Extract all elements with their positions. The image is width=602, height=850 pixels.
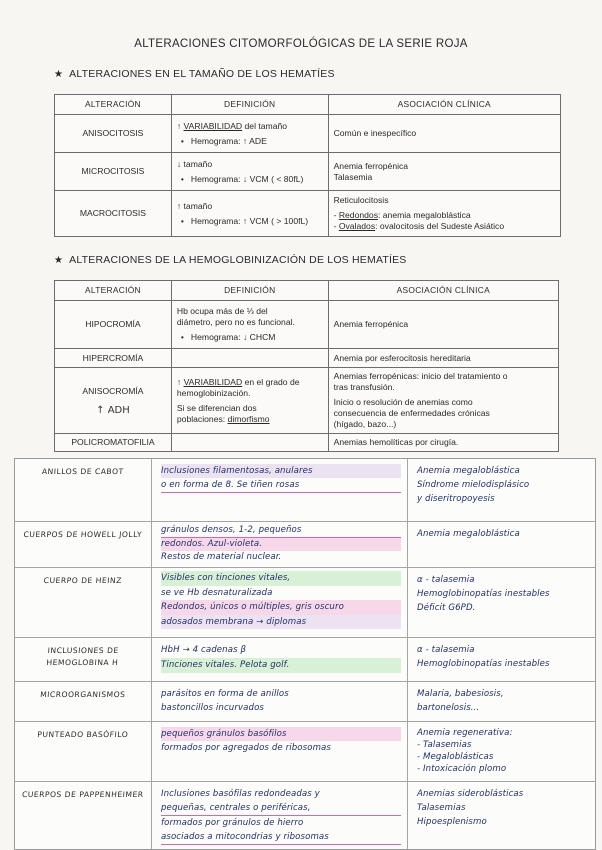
- header-asociacion: ASOCIACIÓN CLÍNICA: [328, 95, 560, 115]
- star-icon: ★: [54, 69, 64, 80]
- table-row: HIPOCROMÍA Hb ocupa más de ⅓ del diámetro, pero no es funcional. • Hemograma: ↓ CHCM Anemia ferropénica: [55, 301, 559, 349]
- table-row: CUERPOS DE PAPPENHEIMER Inclusiones basófilas redondeadas y pequeñas, centrales o periféricas, formados por gránulos de hierro asociados a mitocondrias y ribosomas Anemias sideroblásticas Talasemias Hipoesplenismo: [15, 781, 595, 850]
- section-heading-size: ★ ALTERACIONES EN EL TAMAÑO DE LOS HEMATÍES: [54, 68, 335, 80]
- header-alteracion: ALTERACIÓN: [55, 281, 172, 301]
- table-row: MICROORGANISMOS parásitos en forma de anillos bastoncillos incurvados Malaria, babesiosis, bartonelosis...: [15, 681, 595, 722]
- table-row: MACROCITOSIS ↑ tamaño • Hemograma: ↑ VCM ( > 100fL) Reticulocitosis - Redondos: anemia megaloblástica - Ovalados: ovalocitosis del Sudeste Asiático: [55, 191, 561, 237]
- table-row: CUERPOS DE HOWELL JOLLY gránulos densos, 1-2, pequeños redondos. Azul-violeta. Restos de material nuclear. Anemia megaloblástica: [15, 521, 595, 568]
- size-alterations-table: [54, 94, 561, 237]
- header-alteracion: ALTERACIÓN: [55, 95, 172, 115]
- table-row: PUNTEADO BASÓFILO pequeños gránulos basófilos formados por agregados de ribosomas Anemia regenerativa: - Talasemias - Megaloblásticas - Intoxicación plomo: [15, 721, 595, 782]
- table-row: HIPERCROMÍA Anemia por esferocitosis hereditaria: [55, 349, 559, 368]
- table-row: POLICROMATOFILIA Anemias hemolíticas por cirugía.: [55, 434, 559, 452]
- hemoglobin-alterations-table: [54, 280, 559, 452]
- table-row: ANISOCITOSIS ↑ VARIABILIDAD del tamaño • Hemograma: ↑ ADE Común e inespecífico: [55, 115, 561, 153]
- handwritten-inclusions-table: [14, 458, 596, 850]
- header-definicion: DEFINICIÓN: [171, 281, 328, 301]
- star-icon: ★: [54, 255, 64, 266]
- table-row: ANILLOS DE CABOT Inclusiones filamentosas, anulares o en forma de 8. Se tiñen rosas Anemia megaloblástica Síndrome mielodisplásico y diseritropoyesis: [15, 459, 595, 521]
- table-row: INCLUSIONES DE HEMOGLOBINA H HbH → 4 cadenas β Tinciones vitales. Pelota golf. α - talasemia Hemoglobinopatías inestables: [15, 637, 595, 682]
- table-row: ANISOCROMÍA ↑ ADH ↑ VARIABILIDAD en el grado de hemoglobinización. Si se diferencian dos poblaciones: dimorfismo Anemias ferropénicas: inicio del tratamiento o tras transfusión. Inicio o resolución de anemias como consecuencia de enfermedades crónicas (hígado, bazo...): [55, 368, 559, 434]
- header-definicion: DEFINICIÓN: [171, 95, 328, 115]
- table-row: MICROCITOSIS ↓ tamaño • Hemograma: ↓ VCM ( < 80fL) Anemia ferropénica Talasemia: [55, 153, 561, 191]
- page-title: ALTERACIONES CITOMORFOLÓGICAS DE LA SERIE ROJA: [134, 38, 468, 50]
- table-row: CUERPO DE HEINZ Visibles con tinciones vitales, se ve Hb desnaturalizada Redondos, únicos o múltiples, gris oscuro adosados membrana → diplomas α - talasemia Hemoglobinopatías inestables Déficit G6PD.: [15, 567, 595, 638]
- header-asociacion: ASOCIACIÓN CLÍNICA: [328, 281, 558, 301]
- section-heading-hemoglobin: ★ ALTERACIONES DE LA HEMOGLOBINIZACIÓN DE LOS HEMATÍES: [54, 254, 407, 266]
